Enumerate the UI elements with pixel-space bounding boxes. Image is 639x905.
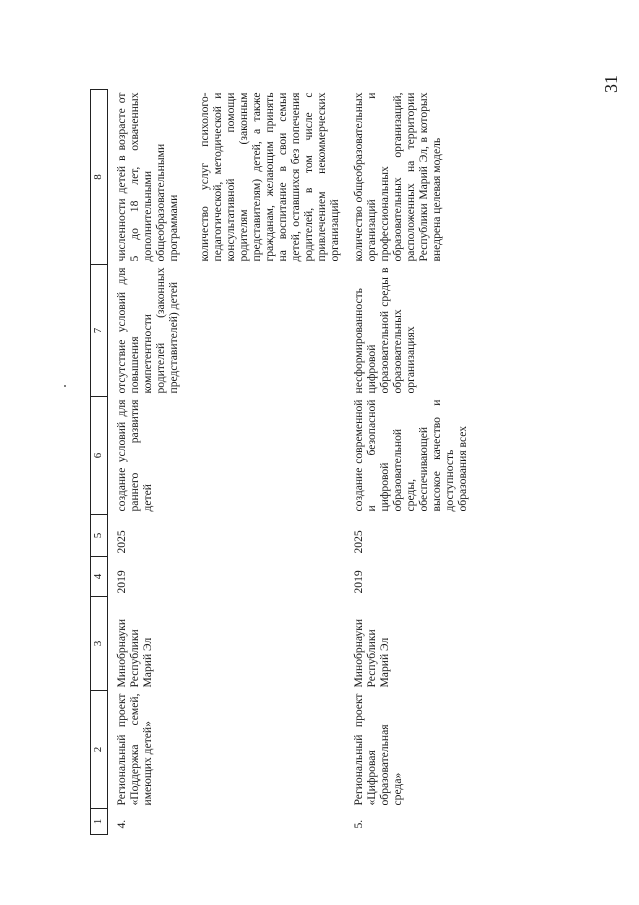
- problem: отсутствие условий для повышения компетентности родителей (законных представителей) детей: [115, 267, 180, 394]
- rotated-table-wrapper: [90, 90, 590, 835]
- project-name: Региональный проект «Цифровая образовательная среда»: [351, 693, 404, 806]
- header-col-6: 6: [91, 397, 108, 515]
- goal: создание современной и безопасной цифровой образовательной среды, обеспечивающей высокое качество и доступность образования всех: [351, 399, 469, 512]
- header-col-1: 1: [91, 809, 108, 835]
- start-year: 2019: [351, 570, 365, 594]
- project-name: Региональный проект «Поддержка семей, имеющих детей»: [115, 693, 154, 806]
- row-number: 4.: [115, 819, 128, 829]
- page-number: 31: [601, 75, 621, 93]
- goal: создание условий для раннего развития детей: [115, 399, 154, 512]
- header-col-7: 7: [91, 265, 108, 397]
- indicator-cell: [108, 90, 345, 265]
- program-table: [90, 89, 566, 835]
- header-col-4: 4: [91, 557, 108, 597]
- indicator: численности детей в возрасте от 5 до 18 лет, охваченных дополнительными общеобразовательными программами: [115, 92, 180, 262]
- header-col-2: 2: [91, 691, 108, 809]
- indicator-extra: количество услуг психолого-педагогической, методической и консультативной помощи родителям (законным представителям) детей, а также гражданам, желающим принять на воспитание в свои семьи детей, оставшихся без попечения родителей, в том числе с привлечением некоммерческих организаций: [197, 92, 341, 262]
- executor: Минобрнауки Республики Марий Эл: [115, 618, 154, 688]
- indicator: количество общеобразовательных организаций и профессиональных образовательных организаций, расположенных на территории Республики Марий Эл, в которых внедрена целевая модель: [351, 92, 443, 262]
- problem: несформированность цифровой образовательной среды в образовательных организациях: [351, 267, 417, 394]
- header-col-5: 5: [91, 515, 108, 557]
- executor: Минобрнауки Республики Марий Эл: [351, 618, 391, 688]
- end-year: 2025: [351, 530, 365, 554]
- header-col-3: 3: [91, 597, 108, 691]
- table-row: [345, 90, 566, 835]
- end-year: 2025: [115, 530, 128, 554]
- start-year: 2019: [115, 570, 128, 594]
- row-number: 5.: [351, 819, 365, 829]
- table-header-row: [91, 90, 108, 835]
- scan-speck: [64, 385, 66, 387]
- table-row: [108, 90, 345, 835]
- header-col-8: 8: [91, 90, 108, 265]
